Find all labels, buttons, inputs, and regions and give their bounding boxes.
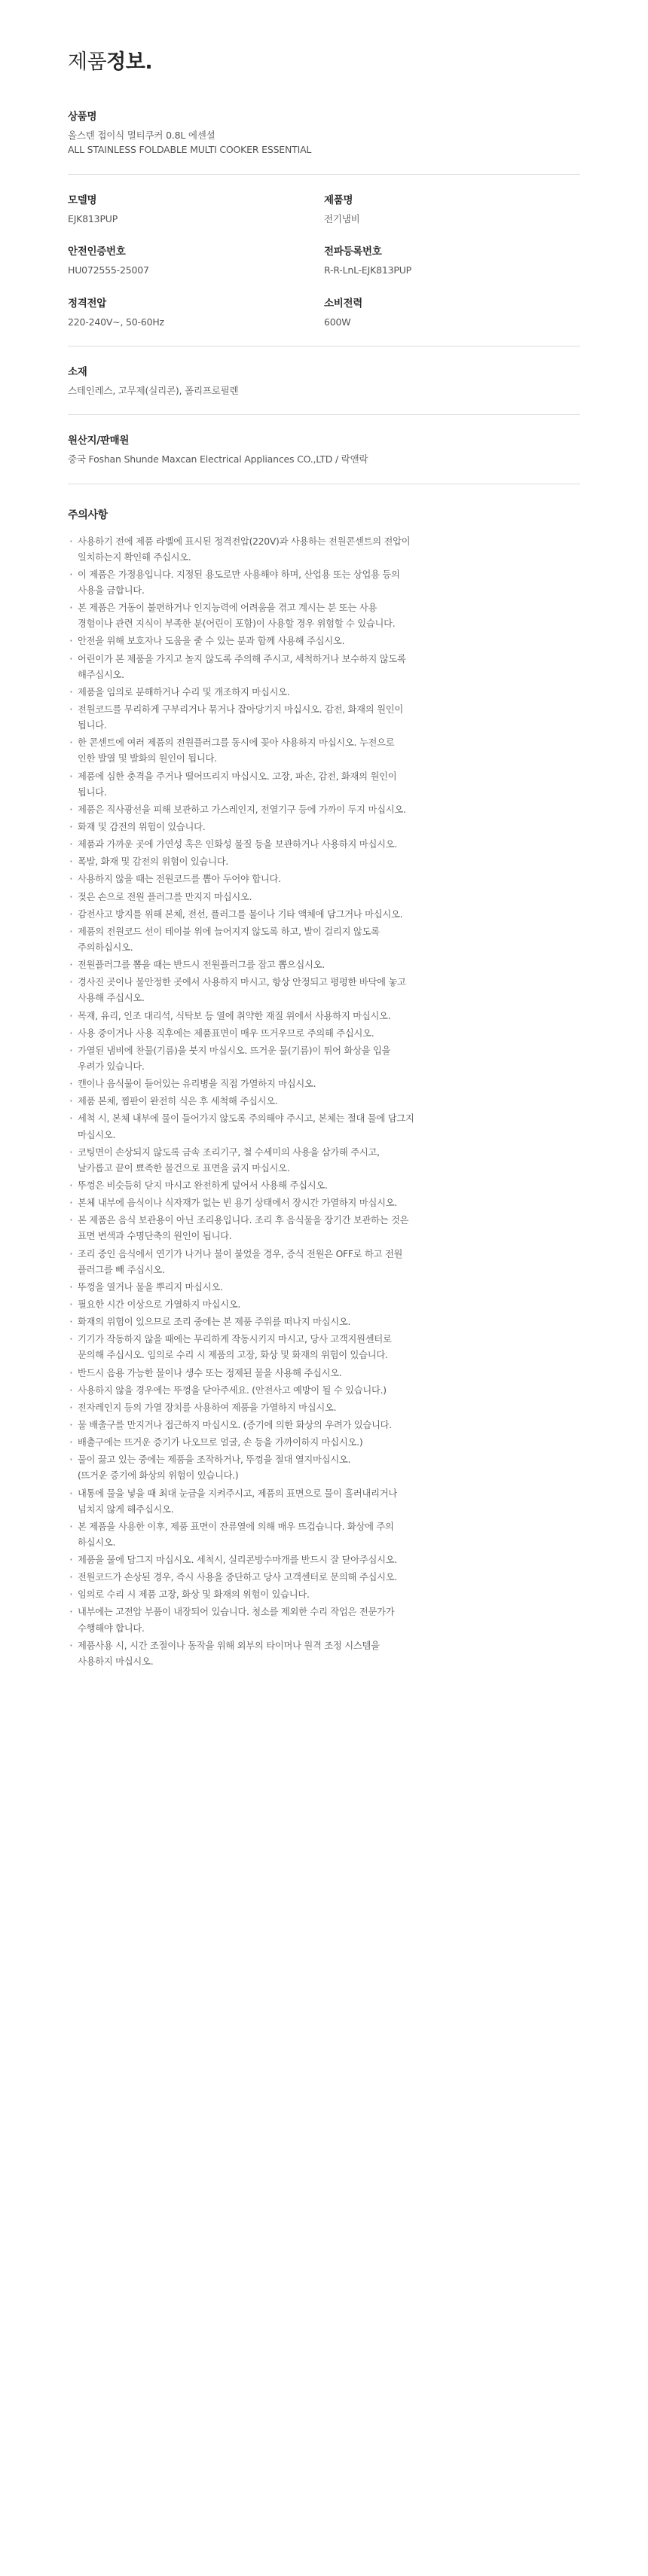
notice-item-line: 수행해야 합니다.	[78, 1622, 145, 1634]
spec-material	[68, 363, 580, 398]
notice-item-line: · 제품 본체, 찜판이 완전히 식은 후 세척해 주십시오.	[78, 1096, 278, 1107]
notice-item	[68, 702, 580, 734]
notice-item	[68, 1280, 580, 1296]
notice-item	[68, 685, 580, 700]
notice-item-line: · 캔이나 음식물이 들어있는 유리병을 직접 가열하지 마십시오.	[78, 1079, 316, 1090]
notice-item	[68, 907, 580, 923]
notice-item-line: 주의하십시오.	[78, 942, 133, 953]
notice-item	[68, 1332, 580, 1363]
spec-value-product-type: 전기냄비	[324, 212, 360, 224]
notice-item	[68, 837, 580, 853]
page-title-part2: 정보.	[106, 50, 153, 74]
spec-rated-voltage	[68, 295, 324, 329]
notice-item-line: · 뚜껑은 비슷듬히 닫지 마시고 완전하게 덮어서 사용해 주십시오.	[78, 1180, 328, 1191]
notice-item-line: 일치하는지 확인해 주십시오.	[78, 551, 191, 563]
spec-origin	[68, 432, 580, 466]
notice-item	[68, 1366, 580, 1381]
spec-power-consumption	[324, 295, 580, 329]
notice-item	[68, 1043, 580, 1075]
notice-section-title: 주의사항	[68, 508, 108, 521]
notice-item	[68, 1435, 580, 1451]
notice-item	[68, 819, 580, 835]
spec-label-product-type: 제품명	[324, 194, 353, 206]
notice-item-line: · 본 제품은 거동이 불편하거나 인지능력에 어려움을 겪고 계시는 분 또는 사용	[78, 603, 377, 614]
notice-item-line: · 화재 및 감전의 위험이 있습니다.	[78, 822, 206, 833]
notice-item-line: · 제품은 직사광선을 피해 보관하고 가스레인지, 전열기구 등에 가까이 두지 마십시오.	[78, 804, 406, 815]
notice-item	[68, 1587, 580, 1603]
notice-item-line: · 어린이가 본 제품을 가지고 놀지 않도록 주의해 주시고, 세척하거나 보수하지 않도록	[78, 653, 406, 664]
spec-safety-cert	[68, 243, 324, 277]
notice-item	[68, 1076, 580, 1092]
notice-item	[68, 1247, 580, 1278]
notice-item-line: · 사용하지 않을 때는 전원코드를 뽑아 두어야 합니다.	[78, 874, 281, 885]
notice-item-line: · 감전사고 방지를 위해 본체, 전선, 플러그를 물이나 기타 액체에 담그거나 마십시오.	[78, 908, 403, 920]
notice-item-line: · 제품과 가까운 곳에 가연성 혹은 인화성 물질 등을 보관하거나 사용하지 마십시오.	[78, 839, 397, 850]
notice-item	[68, 890, 580, 905]
spec-label-origin: 원산지/판매원	[68, 435, 130, 447]
spec-value-radio-cert: R-R-LnL-EJK813PUP	[324, 264, 411, 276]
notice-item	[68, 871, 580, 887]
notice-item-line: 됩니다.	[78, 720, 107, 731]
notice-item-line: 하십시오.	[78, 1537, 116, 1548]
notice-item	[68, 1178, 580, 1194]
notice-item-line: · 기기가 작동하지 않을 때에는 무리하게 작동시키지 마시고, 당사 고객지원센터로	[78, 1334, 392, 1345]
notice-item-line: · 물이 끓고 있는 중에는 제품을 조작하거나, 뚜껑을 절대 열지마십시오.	[78, 1454, 351, 1466]
notice-item-line: · 폭발, 화재 및 감전의 위험이 있습니다.	[78, 856, 229, 868]
notice-item-line: · 제품에 심한 충격을 주거나 떨어뜨리지 마십시오. 고장, 파손, 감전, 화재의 원인이	[78, 771, 397, 782]
notice-item-line: · 세척 시, 본체 내부에 물이 들어가지 않도록 주의해야 주시고, 본체는 절대 물에 담그지	[78, 1113, 414, 1125]
spec-value-model-name: EJK813PUP	[68, 212, 118, 224]
spec-product-name	[68, 108, 580, 157]
page-title	[68, 45, 580, 75]
notice-item-line: · 이 제품은 가정용입니다. 지정된 용도로만 사용해야 하며, 산업용 또는 상업용 등의	[78, 569, 400, 580]
spec-value-power-consumption: 600W	[324, 316, 351, 328]
spec-row-certification	[68, 243, 580, 277]
spec-value-product-name-kr: 올스텐 접이식 멀티쿠커 0.8L 에센셜	[68, 130, 215, 141]
spec-row-power	[68, 295, 580, 329]
notice-item-line: · 내통에 물을 넣을 때 최대 눈금을 지켜주시고, 제품의 표면으로 물이 흘러내리거나	[78, 1488, 397, 1499]
notice-item-line: · 반드시 음용 가능한 물이나 생수 또는 정제된 물을 사용해 주십시오.	[78, 1367, 342, 1378]
spec-label-safety-cert: 안전인증번호	[68, 246, 126, 258]
spec-label-model-name: 모델명	[68, 194, 97, 206]
notice-item-line: 됩니다.	[78, 786, 107, 798]
notice-item	[68, 924, 580, 956]
spec-row-model	[68, 191, 580, 226]
notice-item-line: · 뚜껑을 열거나 물을 뿌리지 마십시오.	[78, 1281, 223, 1293]
notice-item-line: · 사용하지 않을 경우에는 뚜껑을 닫아주세요. (안전사고 예방이 될 수 있습니다.)	[78, 1384, 387, 1396]
notice-item	[68, 1213, 580, 1244]
notice-item	[68, 1111, 580, 1143]
notice-item-line: 날카롭고 끝이 뾰족한 물건으로 표면을 긁지 마십시오.	[78, 1162, 290, 1174]
notice-item-line: 넘치지 않게 해주십시오.	[78, 1503, 174, 1515]
spec-radio-cert	[324, 243, 580, 277]
notice-item-line: 사용해 주십시오.	[78, 993, 145, 1004]
notice-item	[68, 1570, 580, 1586]
spec-label-product-name: 상품명	[68, 111, 97, 123]
notice-item	[68, 600, 580, 632]
notice-item-line: · 조리 중인 음식에서 연기가 나거나 불이 붙었을 경우, 증식 전원은 OFF로 하고 전원	[78, 1248, 403, 1259]
notice-item-line: · 전원코드가 손상된 경우, 즉시 사용을 중단하고 당사 고객센터로 문의해 주십시오.	[78, 1572, 397, 1583]
notice-item	[68, 802, 580, 818]
notice-item	[68, 854, 580, 870]
notice-item-line: · 물 배출구를 만지거나 접근하지 마십시오. (증기에 의한 화상의 우려가 있습니다.	[78, 1419, 392, 1430]
spec-value-origin: 중국 Foshan Shunde Maxcan Electrical Appliances CO.,LTD / 락앤락	[68, 453, 368, 465]
notice-item-line: 사용하지 마십시오.	[78, 1656, 154, 1667]
notice-item-line: · 내부에는 고전압 부품이 내장되어 있습니다. 청소를 제외한 수리 작업은 전문가가	[78, 1607, 395, 1618]
notice-item-line: · 목재, 유리, 인조 대리석, 식탁보 등 열에 취약한 재질 위에서 사용하지 마십시오.	[78, 1010, 391, 1021]
notice-item-line: · 본체 내부에 음식이나 식자재가 없는 빈 용기 상태에서 장시간 가열하지 마십시오.	[78, 1198, 397, 1209]
notice-item-line: · 본 제품은 음식 보관용이 아닌 조리용입니다. 조리 후 음식물을 장기간 보관하는 것은	[78, 1215, 409, 1226]
notice-item-line: 문의해 주십시오. 임의로 수리 시 제품의 고장, 화상 및 화재의 위험이 있습니다.	[78, 1350, 388, 1361]
notice-item-line: (뜨거운 증기에 화상의 위험이 있습니다.)	[78, 1470, 239, 1482]
notice-item-line: · 전자레인지 등의 가열 장치를 사용하여 제품을 가열하지 마십시오.	[78, 1402, 337, 1413]
notice-item	[68, 1297, 580, 1313]
notice-item	[68, 1195, 580, 1211]
notice-item-line: · 필요한 시간 이상으로 가열하지 마십시오.	[78, 1299, 240, 1310]
page-title-part1: 제품	[68, 50, 107, 74]
notice-item-line: 표면 변색과 수명단축의 원인이 됩니다.	[78, 1231, 232, 1242]
notice-item-line: 사용을 금합니다.	[78, 585, 145, 597]
notice-item-line: · 배출구에는 뜨거운 증기가 나오므로 얼굴, 손 등을 가까이하지 마십시오.)	[78, 1437, 363, 1448]
notice-item	[68, 1009, 580, 1024]
notice-item	[68, 1452, 580, 1484]
spec-label-material: 소재	[68, 365, 87, 378]
spec-value-rated-voltage: 220-240V~, 50-60Hz	[68, 316, 164, 328]
notice-item-line: · 전원플러그를 뽑을 때는 반드시 전원플러그를 잡고 뽑으십시오.	[78, 960, 325, 971]
notice-item-line: · 제품을 임의로 분해하거나 수리 및 개조하지 마십시오.	[78, 686, 290, 697]
notice-item	[68, 1400, 580, 1416]
notice-item	[68, 1519, 580, 1551]
notice-item	[68, 1094, 580, 1109]
divider-1	[68, 174, 580, 175]
spec-product-type	[324, 191, 580, 226]
notice-item-line: · 제품의 전원코드 선이 테이블 위에 늘어지지 않도록 하고, 발이 걸리지 않도록	[78, 926, 380, 937]
notice-item	[68, 1638, 580, 1670]
notice-item-line: · 사용하기 전에 제품 라벨에 표시된 정격전압(220V)과 사용하는 전원콘센트의 전압이	[78, 536, 411, 547]
notice-item-line: 경험이나 관련 지식이 부족한 분(어린이 포함)이 사용할 경우 위험할 수 있습니다.	[78, 618, 396, 630]
notice-item-line: · 본 제품을 사용한 이후, 제품 표면이 잔류열에 의해 매우 뜨겁습니다. 화상에 주의	[78, 1521, 394, 1532]
notice-item	[68, 1383, 580, 1399]
notice-item	[68, 534, 580, 566]
notice-item-line: · 제품사용 시, 시간 조절이나 동작을 위해 외부의 타이머나 원격 조정 시스템을	[78, 1640, 380, 1651]
notice-item-line: · 코팅면이 손상되지 않도록 금속 조리기구, 철 수세미의 사용을 삼가해 주시고,	[78, 1146, 380, 1158]
spec-label-power-consumption: 소비전력	[324, 297, 362, 310]
notice-item	[68, 975, 580, 1006]
notice-item-line: · 사용 중이거나 사용 직후에는 제품표면이 매우 뜨거우므로 주의해 주십시오.	[78, 1027, 374, 1039]
notice-item	[68, 567, 580, 599]
spec-value-product-name-en: ALL STAINLESS FOLDABLE MULTI COOKER ESSENTIAL	[68, 144, 312, 156]
notice-item	[68, 769, 580, 801]
notice-item-line: · 경사진 곳이나 불안정한 곳에서 사용하지 마시고, 항상 안정되고 평평한 바닥에 놓고	[78, 977, 406, 988]
notice-item	[68, 1486, 580, 1518]
notice-item	[68, 1552, 580, 1568]
notice-item-line: · 한 콘센트에 여러 제품의 전원플러그를 동시에 꽂아 사용하지 마십시오. 누전으로	[78, 737, 395, 749]
notice-item	[68, 652, 580, 683]
notice-item	[68, 1145, 580, 1177]
notice-list	[68, 534, 580, 1670]
notice-item-line: · 가열된 냄비에 찬물(기름)을 붓지 마십시오. 뜨거운 물(기름)이 튀어 화상을 입을	[78, 1045, 391, 1056]
notice-item	[68, 1026, 580, 1042]
spec-value-material: 스테인레스, 고무제(실리콘), 폴리프로필렌	[68, 384, 239, 396]
notice-item	[68, 735, 580, 767]
notice-item-line: · 젖은 손으로 전원 플러그를 만지지 마십시오.	[78, 891, 252, 902]
divider-3	[68, 414, 580, 415]
spec-model-name	[68, 191, 324, 226]
notice-item-line: 우려가 있습니다.	[78, 1061, 145, 1072]
spec-label-radio-cert: 전파등록번호	[324, 246, 382, 258]
notice-item	[68, 957, 580, 973]
notice-item-line: 플러그를 빼 주십시오.	[78, 1264, 165, 1275]
notice-item	[68, 1418, 580, 1433]
notice-item-line: 해주십시오.	[78, 669, 124, 680]
notice-item	[68, 1314, 580, 1330]
spec-value-safety-cert: HU072555-25007	[68, 264, 149, 276]
notice-item-line: · 임의로 수리 시 제품 고장, 화상 및 화재의 위험이 있습니다.	[78, 1589, 310, 1601]
notice-item-line: 인한 발열 및 발화의 원인이 됩니다.	[78, 753, 217, 765]
notice-item-line: · 화재의 위험이 있으므로 조리 중에는 본 제품 주위를 떠나지 마십시오.	[78, 1317, 351, 1328]
notice-item-line: · 제품을 물에 담그지 마십시오. 세척시, 실리콘방수마개를 반드시 잘 닫아주십시오.	[78, 1555, 397, 1566]
notice-item-line: · 전원코드를 무리하게 구부리거나 묶거나 잡아당기지 마십시오. 감전, 화재의 원인이	[78, 704, 403, 716]
notice-item	[68, 633, 580, 649]
notice-item	[68, 1604, 580, 1636]
notice-item-line: · 안전을 위해 보호자나 도움을 줄 수 있는 분과 함께 사용해 주십시오.	[78, 636, 345, 647]
notice-item-line: 마십시오.	[78, 1129, 116, 1140]
spec-label-rated-voltage: 정격전압	[68, 297, 106, 310]
